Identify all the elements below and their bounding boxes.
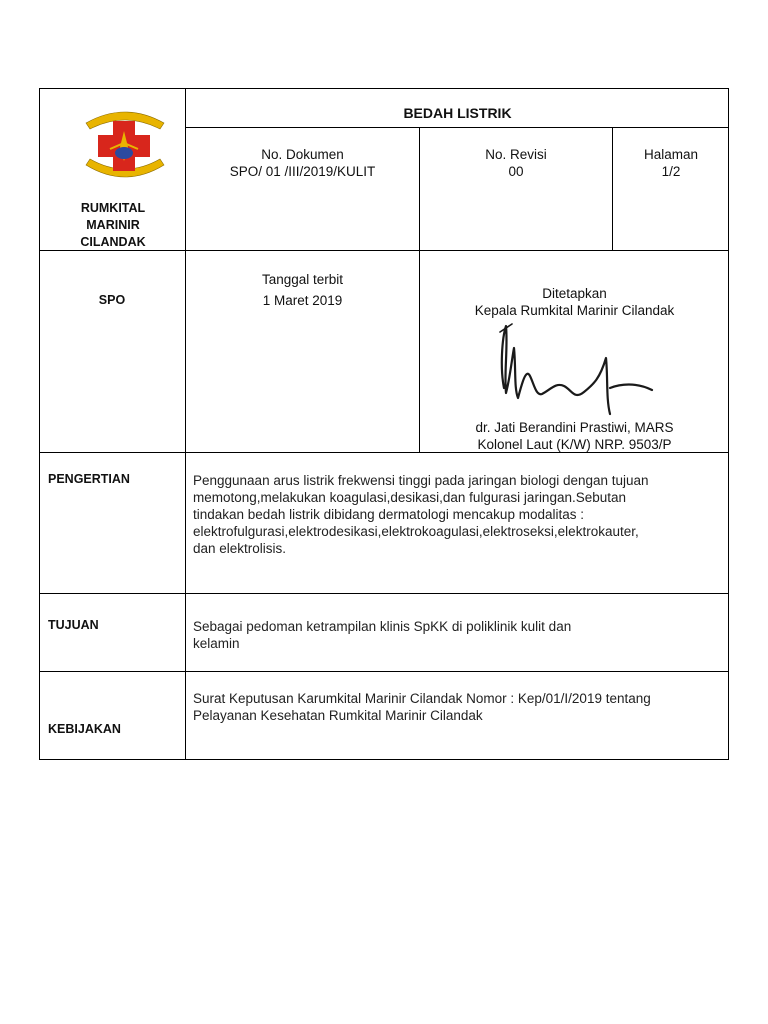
kebijakan-label: KEBIJAKAN: [48, 722, 121, 736]
spo-label: SPO: [98, 293, 126, 307]
tujuan-row-divider: [39, 671, 729, 672]
institution-line-2: MARINIR: [86, 218, 140, 232]
institution-line-1: RUMKITAL: [80, 201, 146, 215]
pengertian-line: elektrofulgurasi,elektrodesikasi,elektrokoagulasi,elektroseksi,elektrokauter,: [193, 524, 639, 539]
signatory-name: dr. Jati Berandini Prastiwi, MARS: [475, 420, 674, 435]
no-revisi-label: No. Revisi: [485, 147, 547, 162]
title-row-divider: [185, 127, 729, 128]
kebijakan-line: Pelayanan Kesehatan Rumkital Marinir Cilandak: [193, 708, 483, 723]
logo-emblem-icon: [80, 103, 170, 188]
signature-scribble-icon: [490, 318, 660, 420]
kebijakan-line: Surat Keputusan Karumkital Marinir Cilandak Nomor : Kep/01/I/2019 tentang: [193, 691, 651, 706]
tujuan-text: [193, 618, 723, 652]
no-revisi-value: 00: [508, 164, 524, 179]
hospital-logo: [80, 103, 170, 188]
tujuan-line: kelamin: [193, 636, 240, 651]
pengertian-text: [193, 472, 723, 557]
ditetapkan-text: Ditetapkan: [542, 286, 607, 301]
document-title: BEDAH LISTRIK: [403, 105, 512, 121]
pengertian-label: PENGERTIAN: [48, 472, 130, 486]
tanggal-terbit-label: Tanggal terbit: [261, 272, 344, 287]
jabatan-text: Kepala Rumkital Marinir Cilandak: [474, 303, 675, 318]
tanggal-terbit-value: 1 Maret 2019: [262, 293, 343, 308]
halaman-label: Halaman: [643, 147, 699, 162]
pengertian-line: dan elektrolisis.: [193, 541, 287, 556]
pengertian-line: Penggunaan arus listrik frekwensi tinggi pada jaringan biologi dengan tujuan: [193, 473, 649, 488]
tujuan-line: Sebagai pedoman ketrampilan klinis SpKK di poliklinik kulit dan: [193, 619, 572, 634]
no-dokumen-value: SPO/ 01 /III/2019/KULIT: [229, 164, 376, 179]
tujuan-label: TUJUAN: [48, 618, 99, 632]
halaman-value: 1/2: [661, 164, 681, 179]
column-divider: [185, 88, 186, 760]
pengertian-row-divider: [39, 593, 729, 594]
kebijakan-text: [193, 690, 723, 724]
signatory-rank: Kolonel Laut (K/W) NRP. 9503/P: [477, 437, 672, 452]
no-dokumen-label: No. Dokumen: [261, 147, 344, 162]
pengertian-line: tindakan bedah listrik dibidang dermatologi mencakup modalitas :: [193, 507, 584, 522]
institution-line-3: CILANDAK: [80, 235, 146, 249]
pengertian-line: memotong,melakukan koagulasi,desikasi,dan fulgurasi jaringan.Sebutan: [193, 490, 627, 505]
signature: [490, 318, 660, 420]
institution-name: [60, 200, 166, 251]
